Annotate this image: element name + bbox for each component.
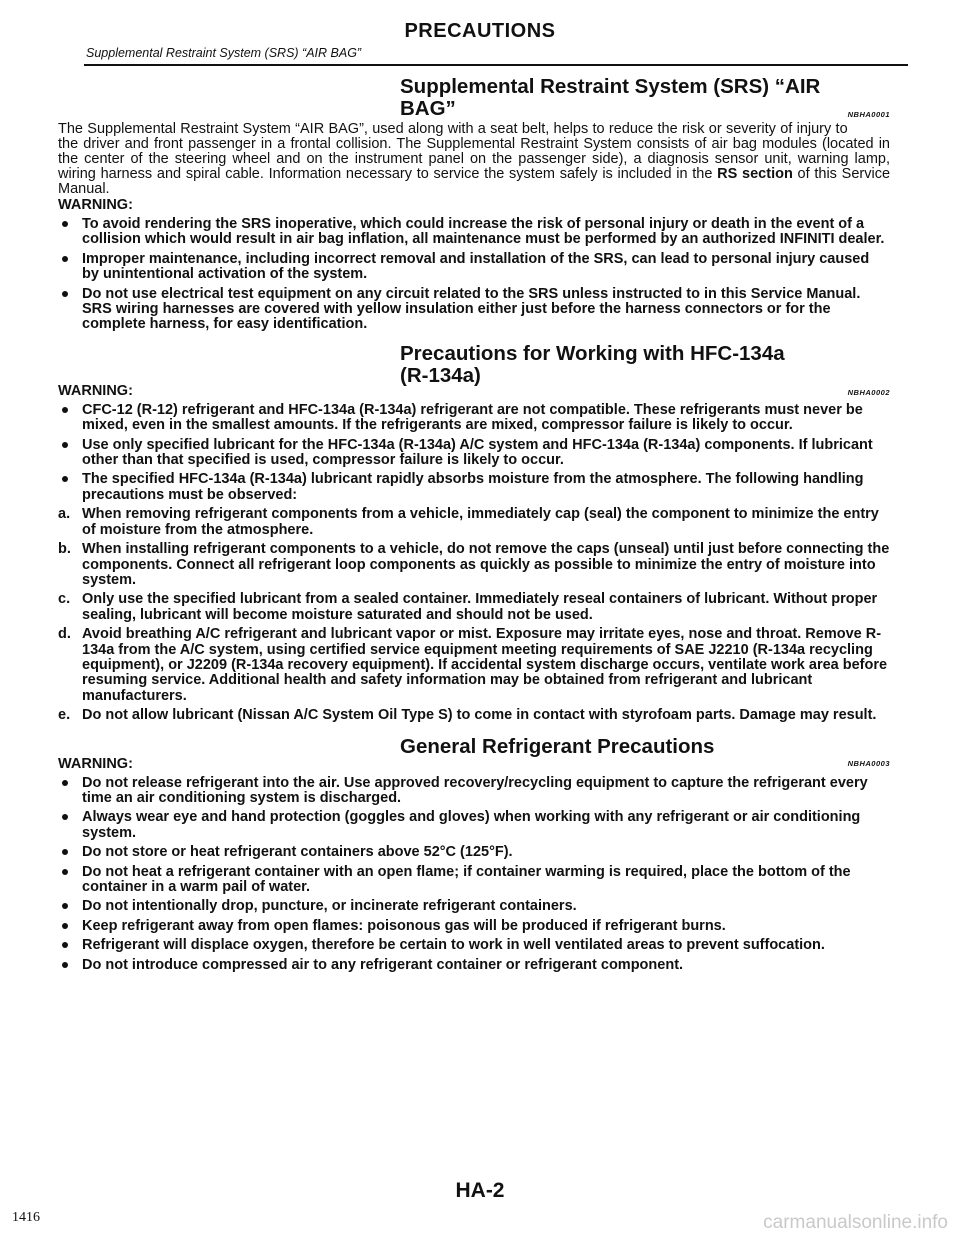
warning-label: WARNING: bbox=[58, 197, 133, 213]
bullet-icon bbox=[62, 291, 68, 297]
list-item: Do not release refrigerant into the air. Use approved recovery/recycling equipment to capture the refrigerant every time an air conditioning system is discharged. bbox=[58, 776, 890, 807]
list-item: Keep refrigerant away from open flames: poisonous gas will be produced if refrigerant burns. bbox=[58, 919, 890, 934]
list-item: Do not introduce compressed air to any refrigerant container or refrigerant component. bbox=[58, 958, 890, 973]
list-item: Do not heat a refrigerant container with an open flame; if container warming is required, place the bottom of the container in a warm pail of water. bbox=[58, 865, 890, 896]
srs-intro-end: of this Service Manual. bbox=[58, 166, 891, 197]
general-warning-list bbox=[58, 776, 890, 973]
list-item: To avoid rendering the SRS inoperative, which could increase the risk of personal injury or death in the event of a collision which would result in air bag inflation, all maintenance must be performed by an authorized INFINITI dealer. bbox=[58, 217, 890, 248]
list-item: Do not intentionally drop, puncture, or incinerate refrigerant containers. bbox=[58, 899, 890, 914]
section-heading-hfc134a bbox=[58, 343, 890, 387]
step-item: d. Avoid breathing A/C refrigerant and lubricant vapor or mist. Exposure may irritate eyes, nose and throat. Remove R-134a from the A/C system, using certified service equipment meeting requirements of SAE J2210 (R-134a recycling equipment), or J2209 (R-134a recovery equipment). If accidental system discharge occurs, ventilate work area before resuming service. Additional health and safety information may be obtained from refrigerant and lubricant manufacturers. bbox=[58, 626, 888, 704]
watermark: carmanualsonline.info bbox=[763, 1212, 948, 1233]
bullet-icon bbox=[62, 869, 68, 875]
srs-intro-bold: RS section bbox=[717, 166, 793, 182]
bullet-icon bbox=[62, 942, 68, 948]
section-heading-general: General Refrigerant Precautions bbox=[400, 734, 715, 758]
srs-intro-text: The Supplemental Restraint System “AIR BAG”, used along with a seat belt, helps to reduce the risk or severity of injury to the driver and front passenger in a frontal collision. The Supplemental Restraint System consists of air bag modules (located in the center of the steering wheel and on the instrument panel on the passenger side), a diagnosis sensor unit, warning lamp, wiring harness and spiral cable. Information necessary to service the system safely is included in the bbox=[58, 121, 890, 182]
page-number: HA-2 bbox=[455, 1179, 505, 1202]
hfc-warning-list bbox=[58, 403, 890, 503]
reference-code: NBHA0002 bbox=[847, 387, 890, 397]
bullet-icon bbox=[62, 221, 68, 227]
heading-line-2: BAG” bbox=[400, 97, 456, 120]
list-item: Use only specified lubricant for the HFC-134a (R-134a) A/C system and HFC-134a (R-134a) components. If lubricant other than that specified is used, compressor failure is likely to occur. bbox=[58, 438, 890, 469]
step-item: e. Do not allow lubricant (Nissan A/C System Oil Type S) to come in contact with styrofoam parts. Damage may result. bbox=[58, 707, 877, 724]
hfc-handling-steps bbox=[58, 507, 890, 723]
section-heading-srs bbox=[58, 76, 890, 120]
heading-line-1: Precautions for Working with HFC-134a bbox=[400, 341, 785, 365]
list-item: Improper maintenance, including incorrect removal and installation of the SRS, can lead to personal injury caused by unintentional activation of the system. bbox=[58, 252, 890, 283]
list-item: Do not use electrical test equipment on any circuit related to the SRS unless instructed to in this Service Manual. SRS wiring harnesses are covered with yellow insulation either just before the harness connectors or for the complete harness, for easy identification. bbox=[58, 287, 890, 333]
reference-code: NBHA0003 bbox=[847, 758, 890, 768]
section-hfc134a bbox=[58, 343, 890, 724]
bullet-icon bbox=[62, 407, 68, 413]
warning-label: WARNING: NBHA0002 bbox=[58, 382, 890, 399]
step-item: c. Only use the specified lubricant from a sealed container. Immediately reseal containers of lubricant. Without proper sealing, lubricant will become moisture saturated and should not be used. bbox=[58, 591, 878, 623]
list-item: Refrigerant will displace oxygen, therefore be certain to work in well ventilated areas to prevent suffocation. bbox=[58, 938, 890, 953]
list-item: Do not store or heat refrigerant containers above 52°C (125°F). bbox=[58, 845, 890, 860]
srs-intro bbox=[58, 122, 890, 197]
heading-line-1: Supplemental Restraint System (SRS) “AIR bbox=[400, 75, 821, 98]
page-title: PRECAUTIONS bbox=[404, 20, 556, 42]
reference-code: NBHA0001 bbox=[847, 110, 890, 119]
header-rule bbox=[84, 64, 908, 66]
bullet-icon bbox=[62, 476, 68, 482]
page-content bbox=[58, 68, 890, 977]
print-page-number: 1416 bbox=[12, 1210, 40, 1225]
bullet-icon bbox=[62, 923, 68, 929]
warning-label: WARNING: NBHA0003 bbox=[58, 755, 890, 772]
list-item: Always wear eye and hand protection (goggles and gloves) when working with any refrigerant or air conditioning system. bbox=[58, 810, 890, 841]
section-general-refrigerant bbox=[58, 736, 890, 973]
bullet-icon bbox=[62, 903, 68, 909]
bullet-icon bbox=[62, 849, 68, 855]
bullet-icon bbox=[62, 256, 68, 262]
bullet-icon bbox=[62, 814, 68, 820]
list-item: The specified HFC-134a (R-134a) lubricant rapidly absorbs moisture from the atmosphere. The following handling precautions must be observed: bbox=[58, 472, 890, 503]
bullet-icon bbox=[62, 442, 68, 448]
page-subtitle: Supplemental Restraint System (SRS) “AIR BAG” bbox=[86, 46, 362, 60]
bullet-icon bbox=[62, 780, 68, 786]
srs-warning-list bbox=[58, 217, 890, 333]
heading-line-2: (R-134a) bbox=[400, 363, 481, 387]
bullet-icon bbox=[62, 962, 68, 968]
list-item: CFC-12 (R-12) refrigerant and HFC-134a (R-134a) refrigerant are not compatible. These refrigerants must never be mixed, even in the smallest amounts. If the refrigerants are mixed, compressor failure is likely to occur. bbox=[58, 403, 890, 434]
section-srs bbox=[58, 76, 890, 333]
step-item: a. When removing refrigerant components from a vehicle, immediately cap (seal) the component to minimize the entry of moisture from the atmosphere. bbox=[58, 506, 879, 538]
step-item: b. When installing refrigerant components to a vehicle, do not remove the caps (unseal) until just before connecting the components. Connect all refrigerant loop components as quickly as possible to minimize the entry of moisture into system. bbox=[58, 541, 890, 588]
